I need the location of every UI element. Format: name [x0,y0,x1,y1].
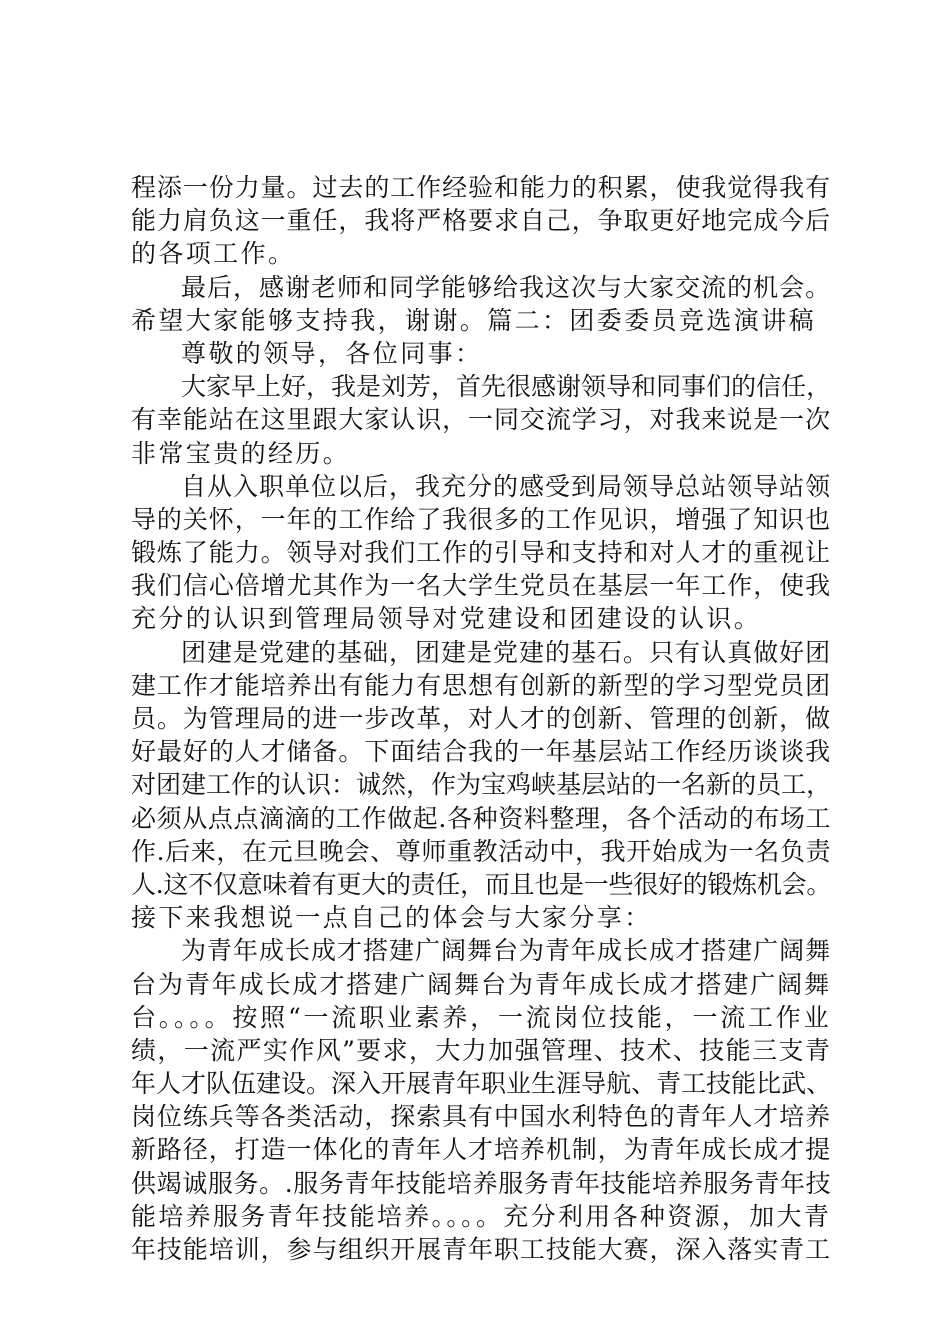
text-line: 希望大家能够支持我，谢谢。篇二：团委委员竞选演讲稿 [131,305,817,335]
text-line: 供竭诚服务。.服务青年技能培养服务青年技能培养服务青年技 [131,1168,831,1198]
text-line: 年技能培训，参与组织开展青年职工技能大赛，深入落实青工 [131,1235,831,1264]
text-line: 非常宝贵的经历。 [131,438,351,468]
text-line: 有幸能站在这里跟大家认识，一同交流学习，对我来说是一次 [131,405,831,435]
text-line: 好最好的人才储备。下面结合我的一年基层站工作经历谈谈我 [131,737,831,767]
text-line: 台。。。。按照“一流职业素养，一流岗位技能，一流工作业 [131,1002,831,1032]
text-line: 我们信心倍增尤其作为一名大学生党员在基层一年工作，使我 [131,571,831,601]
text-line: 接下来我想说一点自己的体会与大家分享： [131,903,652,933]
text-line: 人.这不仅意味着有更大的责任，而且也是一些很好的锻炼机会。 [131,869,831,899]
text-line: 大家早上好，我是刘芳，首先很感谢领导和同事们的信任， [181,372,831,402]
text-line: 自从入职单位以后，我充分的感受到局领导总站领导站领 [181,471,831,501]
text-line: 最后，感谢老师和同学能够给我这次与大家交流的机会。 [181,272,831,302]
text-line: 年人才队伍建设。深入开展青年职业生涯导航、青工技能比武、 [131,1069,831,1099]
text-line: 对团建工作的认识：诚然，作为宝鸡峡基层站的一名新的员工， [131,770,831,800]
text-line: 岗位练兵等各类活动，探索具有中国水利特色的青年人才培养 [131,1102,831,1132]
text-line: 员。为管理局的进一步改革，对人才的创新、管理的创新，做 [131,704,831,733]
text-line: 程添一份力量。过去的工作经验和能力的积累，使我觉得我有 [131,173,831,202]
text-line: 锻炼了能力。领导对我们工作的引导和支持和对人才的重视让 [131,538,831,568]
text-line: 尊敬的领导，各位同事： [181,338,483,368]
text-line: 能培养服务青年技能培养。。。。充分利用各种资源，加大青 [131,1201,831,1231]
text-line: 台为青年成长成才搭建广阔舞台为青年成长成才搭建广阔舞 [131,969,831,999]
text-line: 为青年成长成才搭建广阔舞台为青年成长成才搭建广阔舞 [181,936,831,966]
text-line: 充分的认识到管理局领导对党建设和团建设的认识。 [131,604,762,634]
text-line: 绩，一流严实作风”要求，大力加强管理、技术、技能三支青 [131,1035,831,1065]
text-line: 作.后来，在元旦晚会、尊师重教活动中，我开始成为一名负责 [131,836,831,866]
text-line: 建工作才能培养出有能力有思想有创新的新型的学习型党员团 [131,670,831,700]
text-line: 能力肩负这一重任，我将严格要求自己，争取更好地完成今后 [131,206,831,236]
text-line: 的各项工作。 [131,239,296,269]
document-body [131,171,831,1266]
text-line: 必须从点点滴滴的工作做起.各种资料整理，各个活动的布场工 [131,803,831,833]
text-line: 团建是党建的基础，团建是党建的基石。只有认真做好团 [181,637,831,667]
text-line: 新路径，打造一体化的青年人才培养机制，为青年成长成才提 [131,1135,831,1165]
text-line: 导的关怀，一年的工作给了我很多的工作见识，增强了知识也 [131,504,831,534]
